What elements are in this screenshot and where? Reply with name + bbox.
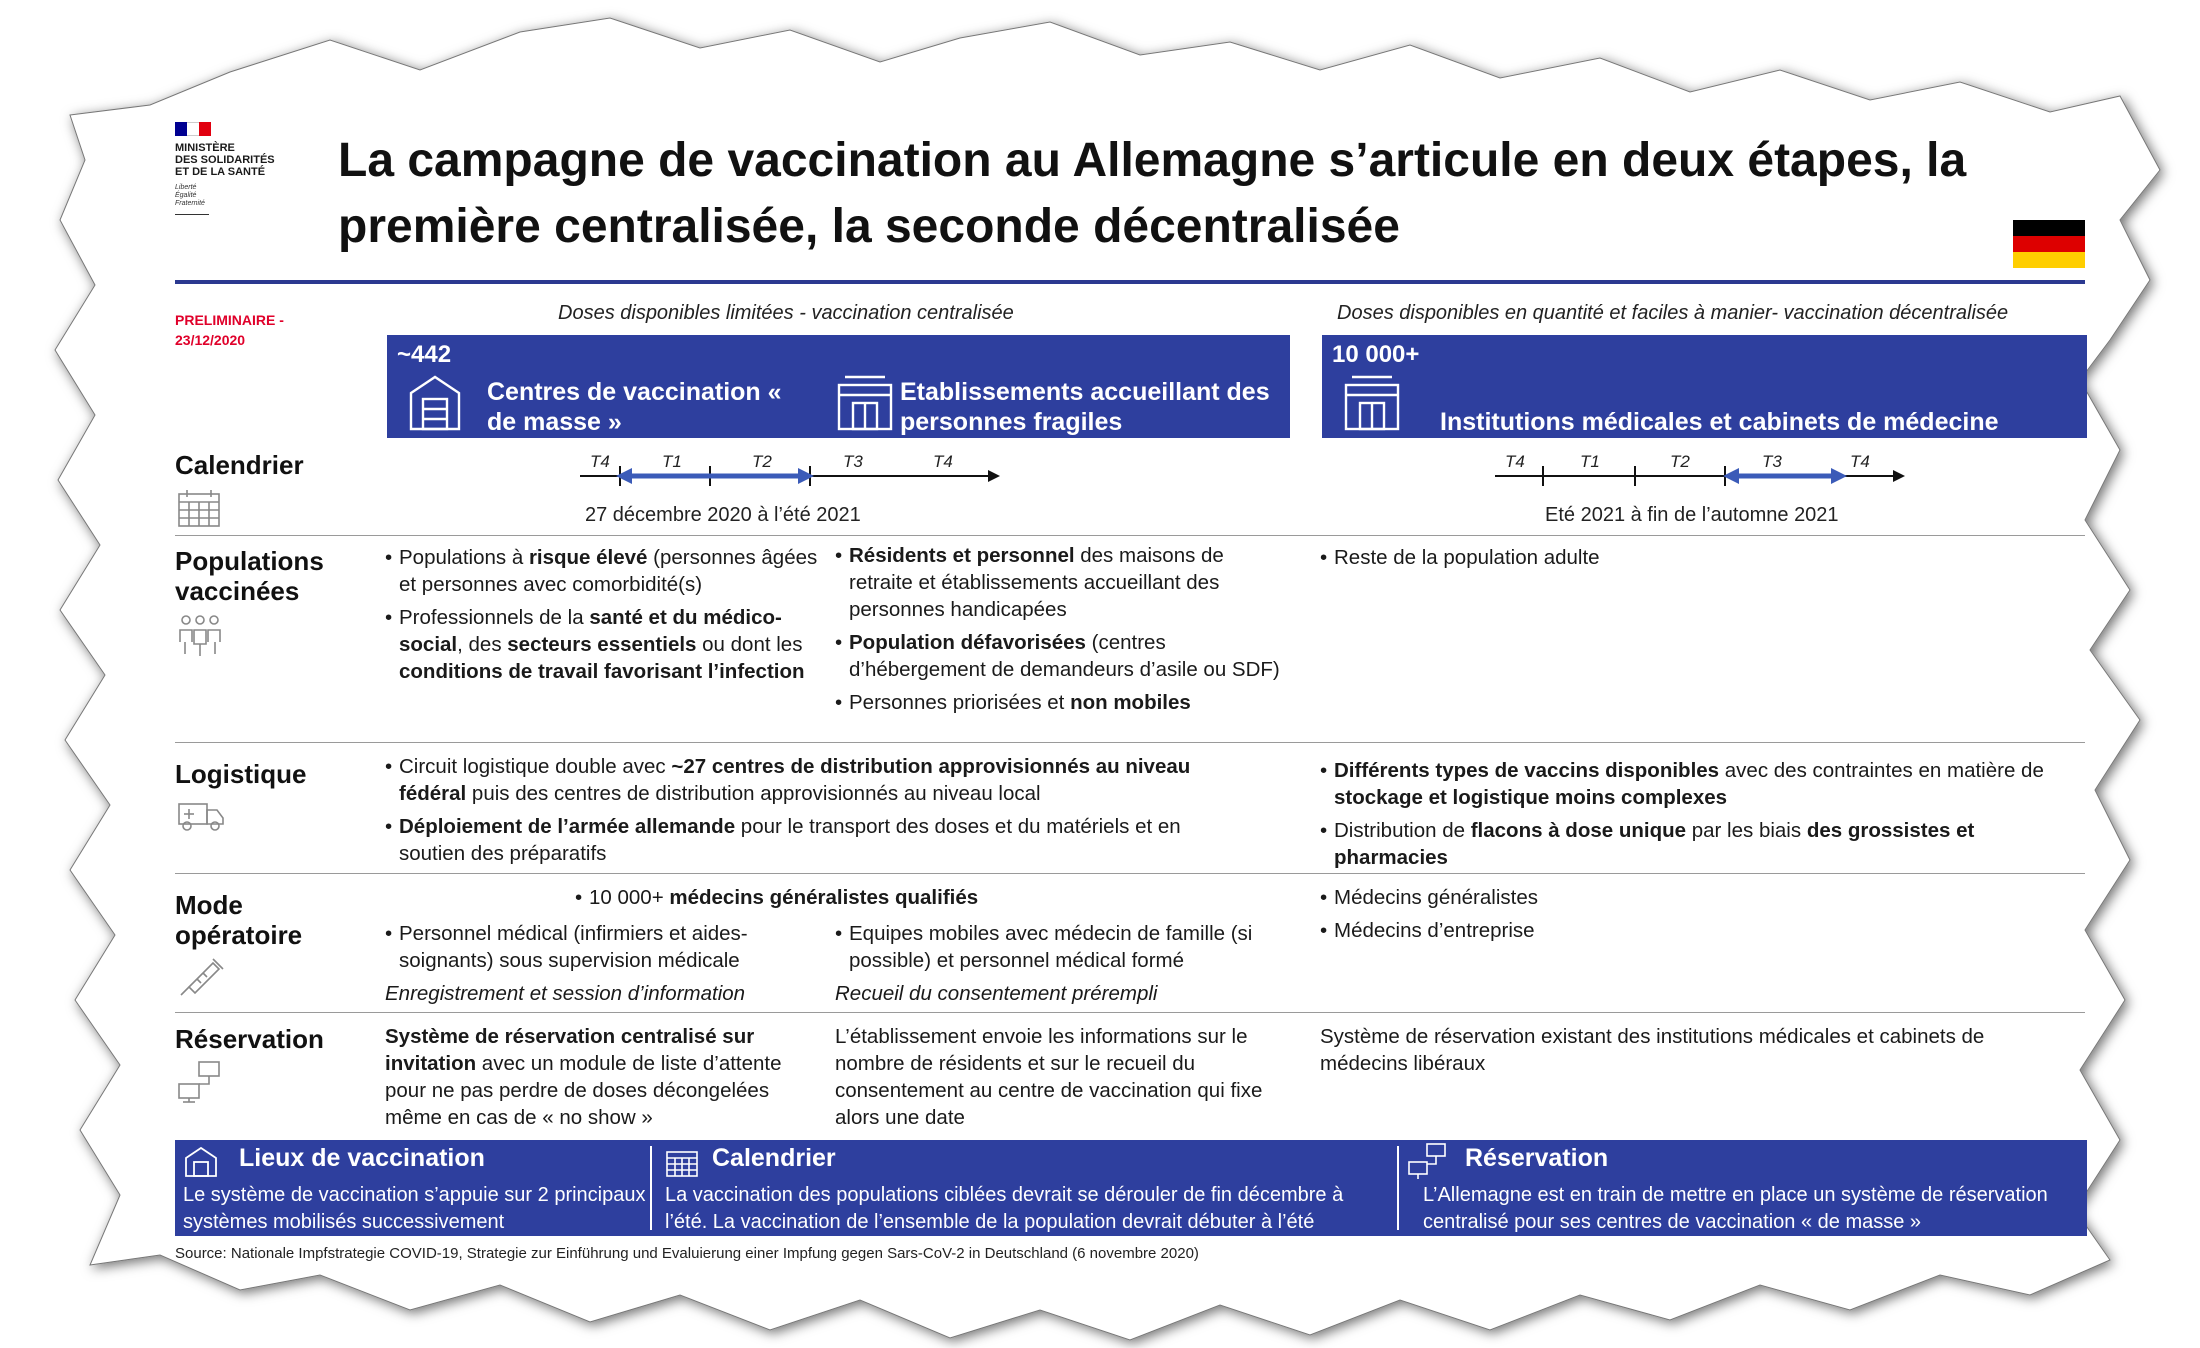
source-note: Source: Nationale Impfstrategie COVID-19, Strategie zur Einführung und Evaluierung einer Impfung gegen Sars-CoV-2 in Deutschland (6 novembre 2020) bbox=[175, 1245, 1199, 1262]
reservation-etablissements: L’établissement envoie les informations sur le nombre de résidents et sur le recueil du consentement au centre de vaccination qui fixe alors une date bbox=[835, 1025, 1263, 1129]
list-item: • Reste de la population adulte bbox=[1320, 544, 2080, 571]
summary-title: Lieux de vaccination bbox=[239, 1144, 485, 1172]
preliminary-label: PRELIMINAIRE - 23/12/2020 bbox=[175, 312, 284, 348]
mode-centres-note: Enregistrement et session d’information bbox=[385, 982, 746, 1005]
populations-centres bbox=[385, 544, 820, 691]
calendar-icon bbox=[665, 1148, 699, 1178]
ministry-name: MINISTÈRE DES SOLIDARITÉS ET DE LA SANTÉ bbox=[175, 142, 275, 178]
phase-right-label: Doses disponibles en quantité et faciles à manier- vaccination décentralisée bbox=[1337, 302, 2009, 324]
mode-etablissements-note: Recueil du consentement prérempli bbox=[835, 982, 1158, 1005]
page-title: La campagne de vaccination au Allemagne s’articule en deux étapes, la première centralisée, la seconde décentralisée bbox=[338, 134, 1967, 253]
tick-label: T2 bbox=[752, 452, 772, 471]
tick-label: T4 bbox=[933, 452, 953, 471]
people-icon bbox=[177, 612, 223, 658]
row-divider bbox=[175, 1012, 2085, 1013]
list-item: • Population défavorisées (centres d’hébergement de demandeurs d’asile ou SDF) bbox=[835, 629, 1280, 683]
institution-icon bbox=[835, 373, 895, 431]
summary-divider bbox=[650, 1146, 652, 1230]
list-item: • Médecins d’entreprise bbox=[1320, 917, 2080, 944]
truck-icon bbox=[177, 800, 225, 832]
list-item: • Equipes mobiles avec médecin de famille (si possible) et personnel médical formé bbox=[835, 920, 1290, 974]
list-item: • Distribution de flacons à dose unique par les biais des grossistes et pharmacies bbox=[1320, 817, 2080, 871]
syringe-icon bbox=[177, 955, 227, 999]
summary-body: Le système de vaccination s’appuie sur 2 principaux systèmes mobilisés successivement bbox=[183, 1184, 646, 1233]
list-item: • 10 000+ médecins généralistes qualifiés bbox=[575, 884, 1175, 911]
calendar-left-caption: 27 décembre 2020 à l’été 2021 bbox=[585, 504, 861, 526]
institutions-label: Institutions médicales et cabinets de médecine bbox=[1440, 408, 1999, 436]
logistique-centralise bbox=[385, 753, 1245, 873]
phase-right-box bbox=[1322, 335, 2087, 438]
germany-flag-icon bbox=[2013, 220, 2085, 268]
list-item: • Populations à risque élevé (personnes âgées et personnes avec comorbidité(s) bbox=[385, 544, 820, 598]
tick-label: T3 bbox=[1762, 452, 1782, 471]
list-item: • Personnes priorisées et non mobiles bbox=[835, 689, 1280, 716]
french-flag-icon bbox=[175, 122, 211, 136]
row-label-mode: Mode opératoire bbox=[175, 890, 303, 950]
tick-label: T4 bbox=[1505, 452, 1525, 471]
list-item: • Résidents et personnel des maisons de retraite et établissements accueillant des personnes handicapées bbox=[835, 542, 1280, 623]
phase-left-label: Doses disponibles limitées - vaccination centralisée bbox=[558, 302, 1014, 324]
network-icon bbox=[177, 1060, 223, 1104]
etablissements-label: Etablissements accueillant des personnes fragiles bbox=[900, 378, 1270, 436]
row-divider bbox=[175, 535, 2085, 536]
row-label-logistique: Logistique bbox=[175, 759, 307, 789]
tick-label: T1 bbox=[662, 452, 682, 471]
mode-centres bbox=[385, 920, 805, 980]
list-item: • Professionnels de la santé et du médico-social, des secteurs essentiels ou dont les conditions de travail favorisant l’infection bbox=[385, 604, 820, 685]
row-label-calendrier: Calendrier bbox=[175, 450, 304, 480]
tick-label: T3 bbox=[843, 452, 863, 471]
mode-shared bbox=[575, 884, 1175, 917]
row-label-populations: Populations vaccinées bbox=[175, 546, 324, 606]
clinic-icon bbox=[1342, 373, 1402, 431]
row-divider bbox=[175, 742, 2085, 743]
tick-label: T4 bbox=[1850, 452, 1870, 471]
tick-label: T1 bbox=[1580, 452, 1600, 471]
tick-label: T4 bbox=[590, 452, 610, 471]
network-icon bbox=[1407, 1142, 1447, 1182]
summary-band bbox=[175, 1140, 2087, 1236]
calendar-right-caption: Eté 2021 à fin de l’automne 2021 bbox=[1545, 504, 1839, 526]
mode-etablissements bbox=[835, 920, 1290, 980]
summary-body: L’Allemagne est en train de mettre en place un système de réservation centralisé pour ses centres de vaccination « de masse » bbox=[1423, 1184, 2048, 1233]
list-item: • Circuit logistique double avec ~27 centres de distribution approvisionnés au niveau fédéral puis des centres de distribution approvisionnés au niveau local bbox=[385, 753, 1245, 807]
phase-left-box bbox=[387, 335, 1290, 438]
tick-label: T2 bbox=[1670, 452, 1690, 471]
building-icon bbox=[405, 373, 465, 431]
list-item: • Médecins généralistes bbox=[1320, 884, 2080, 911]
centres-label: Centres de vaccination « de masse » bbox=[487, 378, 782, 436]
summary-title: Réservation bbox=[1465, 1144, 1609, 1172]
building-icon bbox=[183, 1146, 219, 1178]
list-item: • Personnel médical (infirmiers et aides-soignants) sous supervision médicale bbox=[385, 920, 805, 974]
list-item: • Déploiement de l’armée allemande pour le transport des doses et du matériels et en soutien des préparatifs bbox=[385, 813, 1245, 867]
list-item: • Différents types de vaccins disponibles avec des contraintes en matière de stockage et logistique moins complexes bbox=[1320, 757, 2080, 811]
reservation-centres: Système de réservation centralisé sur invitation avec un module de liste d’attente pour ne pas perdre de doses décongelées même en cas de « no show » bbox=[385, 1025, 782, 1129]
republic-motto: Liberté Égalité Fraternité bbox=[175, 184, 205, 207]
logo-rule bbox=[175, 214, 209, 215]
centres-count: ~442 bbox=[397, 341, 452, 368]
row-label-reservation: Réservation bbox=[175, 1024, 324, 1054]
mode-decentralise bbox=[1320, 884, 2080, 950]
reservation-decentralise: Système de réservation existant des institutions médicales et cabinets de médecins libéraux bbox=[1320, 1025, 1985, 1075]
summary-body: La vaccination des populations ciblées devrait se dérouler de fin décembre à l’été. La vaccination de l’ensemble de la population devrait débuter à l’été bbox=[665, 1184, 1344, 1233]
title-rule bbox=[175, 280, 2085, 284]
summary-title: Calendrier bbox=[712, 1144, 836, 1172]
populations-etablissements bbox=[835, 542, 1280, 722]
calendar-icon bbox=[177, 488, 221, 528]
ministry-logo bbox=[175, 122, 325, 215]
summary-divider bbox=[1397, 1146, 1399, 1230]
institutions-count: 10 000+ bbox=[1332, 341, 1420, 368]
populations-decentralise bbox=[1320, 544, 2080, 577]
logistique-decentralise bbox=[1320, 757, 2080, 877]
